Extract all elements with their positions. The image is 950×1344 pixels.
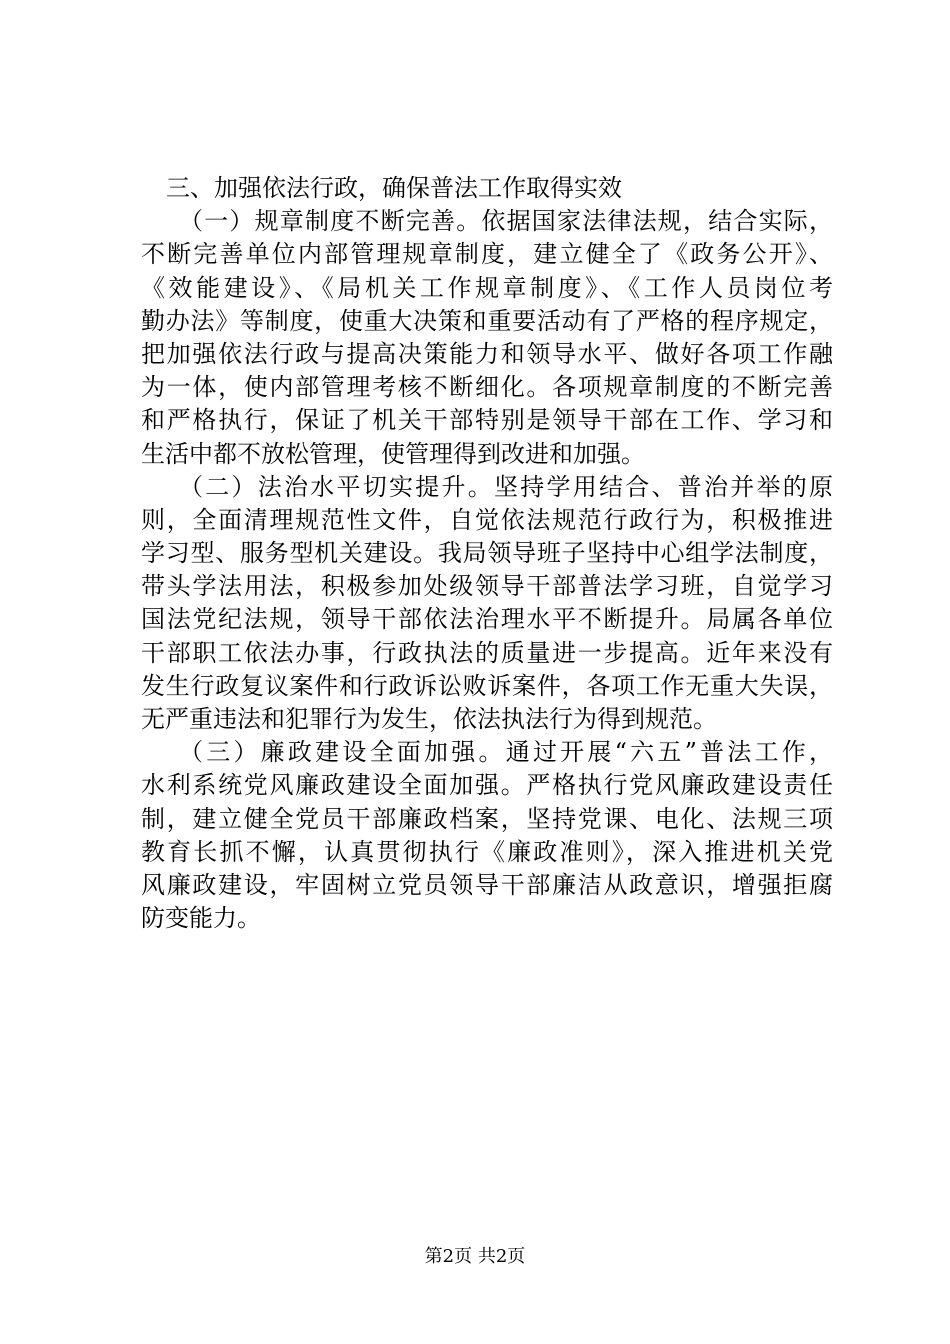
paragraph-line: 带头学法用法，积极参加处级领导干部普法学习班，自觉学习: [141, 572, 833, 601]
paragraph-line: 不断完善单位内部管理规章制度，建立健全了《政务公开》、: [141, 240, 833, 269]
paragraph-line: 水利系统党风廉政建设全面加强。严格执行党风廉政建设责任: [141, 771, 833, 800]
paragraph-line: 教育长抓不懈，认真贯彻执行《廉政准则》，深入推进机关党: [141, 837, 833, 866]
paragraph-line: 无严重违法和犯罪行为发生，依法执法行为得到规范。: [141, 705, 717, 733]
paragraph-line: （三）廉政建设全面加强。通过开展“六五”普法工作，: [179, 738, 833, 767]
paragraph-line: 生活中都不放松管理，使管理得到改进和加强。: [141, 439, 645, 468]
paragraph-line: 把加强依法行政与提高决策能力和领导水平、做好各项工作融: [141, 339, 833, 368]
paragraph-line: 则，全面清理规范性文件，自觉依法规范行政行为，积极推进: [141, 505, 833, 534]
paragraph-line: 制，建立健全党员干部廉政档案，坚持党课、电化、法规三项: [141, 804, 833, 833]
paragraph-line: 勤办法》等制度，使重大决策和重要活动有了严格的程序规定，: [141, 306, 833, 335]
paragraph-line: 风廉政建设，牢固树立党员领导干部廉洁从政意识，增强拒腐: [141, 870, 833, 899]
paragraph-line: 干部职工依法办事，行政执法的质量进一步提高。近年来没有: [141, 638, 833, 667]
paragraph-line: 《效能建设》、《局机关工作规章制度》、《工作人员岗位考: [141, 273, 833, 302]
paragraph-line: 为一体，使内部管理考核不断细化。各项规章制度的不断完善: [141, 373, 833, 402]
document-body: [141, 172, 833, 935]
paragraph-line: 和严格执行，保证了机关干部特别是领导干部在工作、学习和: [141, 406, 833, 435]
section-heading: 三、加强依法行政，确保普法工作取得实效: [166, 174, 622, 202]
paragraph-line: （二）法治水平切实提升。坚持学用结合、普治并举的原: [179, 472, 833, 501]
page-number-footer: 第2页 共2页: [424, 1246, 526, 1267]
paragraph-line: 发生行政复议案件和行政诉讼败诉案件，各项工作无重大失误，: [141, 671, 833, 700]
paragraph-line: （一）规章制度不断完善。依据国家法律法规，结合实际，: [179, 207, 833, 236]
paragraph-line: 国法党纪法规，领导干部依法治理水平不断提升。局属各单位: [141, 605, 833, 634]
paragraph-line: 防变能力。: [141, 904, 261, 933]
paragraph-line: 学习型、服务型机关建设。我局领导班子坚持中心组学法制度，: [141, 539, 833, 568]
